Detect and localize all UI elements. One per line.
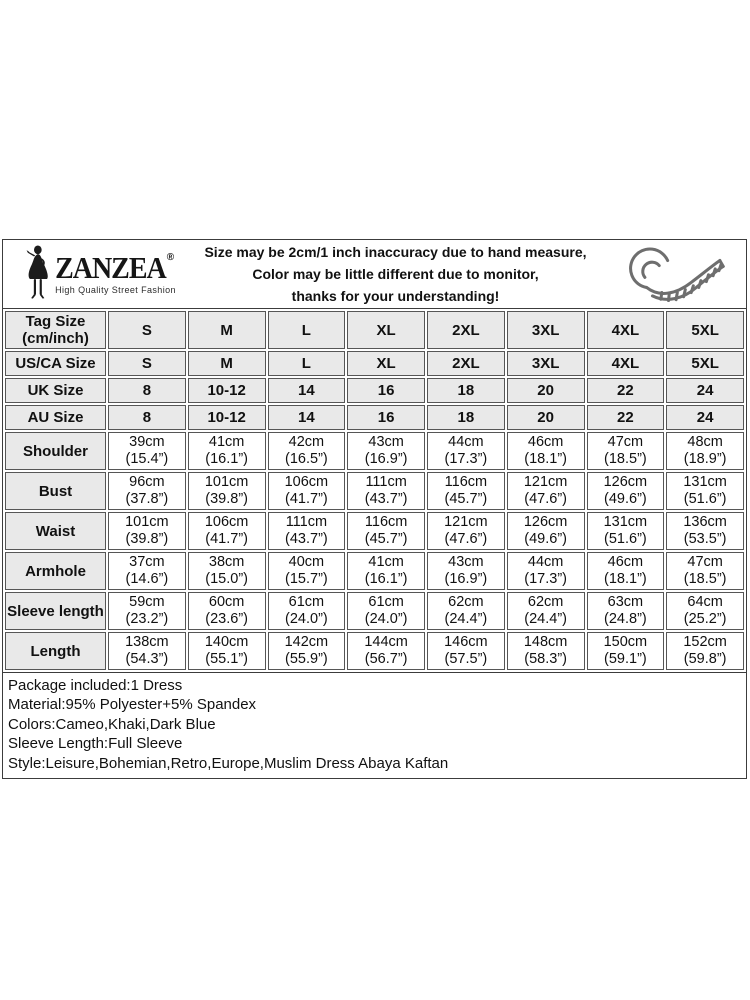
measurement-value-cell bbox=[507, 552, 585, 590]
measurement-value-cell bbox=[108, 512, 186, 550]
value-inch: (18.5”) bbox=[683, 571, 727, 587]
size-value-cell: 2XL bbox=[427, 311, 505, 349]
value-cm: 39cm bbox=[129, 434, 165, 450]
value-cm: 138cm bbox=[125, 634, 169, 650]
measurement-value-cell bbox=[268, 592, 346, 630]
value-inch: (14.6”) bbox=[125, 571, 169, 587]
measurement-value-cell bbox=[507, 432, 585, 470]
size-value-cell: 4XL bbox=[587, 311, 665, 349]
product-info-line: Material:95% Polyester+5% Spandex bbox=[8, 696, 257, 714]
brand-name: ZANZEA bbox=[55, 251, 166, 285]
row-label: Tag Size bbox=[25, 313, 86, 330]
value-cm: 48cm bbox=[687, 434, 723, 450]
measurement-value-cell bbox=[268, 512, 346, 550]
value-inch: (18.5”) bbox=[604, 451, 647, 467]
disclaimer-line: thanks for your understanding! bbox=[291, 288, 500, 304]
measurement-value-cell bbox=[666, 512, 744, 550]
value-inch: (49.6”) bbox=[524, 531, 567, 547]
value-cm: 96cm bbox=[129, 474, 165, 490]
size-row bbox=[5, 378, 744, 403]
value-cm: 59cm bbox=[129, 594, 165, 610]
measurement-value-cell bbox=[188, 512, 266, 550]
size-value-cell: 5XL bbox=[666, 311, 744, 349]
measurement-value-cell bbox=[108, 592, 186, 630]
size-value-cell: 18 bbox=[427, 378, 505, 403]
row-label-cell bbox=[5, 311, 106, 349]
value-inch: (45.7”) bbox=[364, 531, 408, 547]
product-info-line: Package included:1 Dress bbox=[8, 677, 183, 694]
size-value-cell: 20 bbox=[507, 378, 585, 403]
measurement-value-cell bbox=[347, 512, 425, 550]
measurement-value-cell bbox=[587, 472, 665, 510]
value-cm: 43cm bbox=[368, 434, 404, 450]
measurement-row bbox=[5, 472, 744, 510]
header-band bbox=[3, 240, 746, 309]
value-cm: 38cm bbox=[208, 554, 245, 570]
value-inch: (24.4”) bbox=[524, 611, 567, 627]
size-value-cell: M bbox=[188, 311, 266, 349]
value-cm: 140cm bbox=[204, 634, 249, 650]
value-cm: 46cm bbox=[527, 434, 564, 450]
measurement-value-cell bbox=[188, 552, 266, 590]
measurement-value-cell bbox=[666, 552, 744, 590]
value-cm: 46cm bbox=[607, 554, 644, 570]
value-inch: (16.1”) bbox=[364, 571, 408, 587]
row-label-cell: UK Size bbox=[5, 378, 106, 403]
value-inch: (15.0”) bbox=[205, 571, 248, 587]
measurement-value-cell bbox=[188, 472, 266, 510]
product-info-line: Style:Leisure,Bohemian,Retro,Europe,Muslim Dress Abaya Kaftan bbox=[8, 754, 449, 772]
size-value-cell: 10-12 bbox=[188, 378, 266, 403]
measurement-value-cell bbox=[188, 632, 266, 670]
brand-tagline: High Quality Street Fashion bbox=[55, 284, 176, 295]
value-cm: 41cm bbox=[368, 554, 404, 570]
size-row bbox=[5, 405, 744, 430]
size-value-cell: 4XL bbox=[587, 351, 665, 376]
size-value-cell: 14 bbox=[268, 378, 346, 403]
measurement-value-cell bbox=[427, 592, 505, 630]
row-label-cell: Shoulder bbox=[5, 432, 106, 470]
measurement-value-cell bbox=[587, 512, 665, 550]
row-label-cell: Armhole bbox=[5, 552, 106, 590]
size-table-body bbox=[5, 311, 744, 670]
measurement-value-cell bbox=[587, 432, 665, 470]
value-cm: 106cm bbox=[284, 474, 329, 490]
value-cm: 61cm bbox=[368, 594, 404, 610]
value-inch: (55.9”) bbox=[285, 651, 328, 667]
measurement-value-cell bbox=[507, 512, 585, 550]
measurement-value-cell bbox=[108, 472, 186, 510]
value-cm: 62cm bbox=[448, 594, 484, 610]
value-inch: (49.6”) bbox=[604, 491, 647, 507]
value-cm: 111cm bbox=[365, 474, 407, 490]
value-cm: 116cm bbox=[444, 474, 488, 490]
value-inch: (58.3”) bbox=[524, 651, 567, 667]
row-label-cell: Waist bbox=[5, 512, 106, 550]
measurement-value-cell bbox=[268, 632, 346, 670]
value-inch: (41.7”) bbox=[205, 531, 248, 547]
measurement-value-cell bbox=[108, 632, 186, 670]
measurement-value-cell bbox=[666, 432, 744, 470]
measurement-value-cell bbox=[347, 592, 425, 630]
value-cm: 64cm bbox=[687, 594, 723, 610]
value-inch: (15.4”) bbox=[125, 451, 169, 467]
row-label-cell: AU Size bbox=[5, 405, 106, 430]
measurement-value-cell bbox=[507, 632, 585, 670]
value-cm: 152cm bbox=[683, 634, 727, 650]
measurement-value-cell bbox=[427, 552, 505, 590]
value-cm: 142cm bbox=[284, 634, 329, 650]
measurement-value-cell bbox=[108, 432, 186, 470]
disclaimer-line: Color may be little different due to monitor, bbox=[252, 266, 539, 282]
measurement-value-cell bbox=[347, 632, 425, 670]
size-row bbox=[5, 351, 744, 376]
value-cm: 62cm bbox=[527, 594, 564, 610]
size-value-cell: 22 bbox=[587, 405, 665, 430]
value-inch: (39.8”) bbox=[205, 491, 248, 507]
value-cm: 42cm bbox=[288, 434, 325, 450]
size-value-cell: 24 bbox=[666, 378, 744, 403]
value-inch: (24.4”) bbox=[444, 611, 488, 627]
measurement-row bbox=[5, 432, 744, 470]
value-cm: 131cm bbox=[603, 514, 648, 530]
value-inch: (51.6”) bbox=[604, 531, 647, 547]
value-inch: (23.2”) bbox=[125, 611, 169, 627]
value-inch: (47.6”) bbox=[524, 491, 567, 507]
value-inch: (53.5”) bbox=[683, 531, 727, 547]
size-value-cell: XL bbox=[347, 351, 425, 376]
woman-silhouette-icon bbox=[22, 244, 52, 304]
size-value-cell: 20 bbox=[507, 405, 585, 430]
brand-logo bbox=[3, 244, 195, 304]
value-inch: (57.5”) bbox=[444, 651, 488, 667]
size-value-cell: 18 bbox=[427, 405, 505, 430]
measurement-value-cell bbox=[347, 552, 425, 590]
value-inch: (18.9”) bbox=[683, 451, 727, 467]
value-inch: (25.2”) bbox=[683, 611, 727, 627]
brand-text-block bbox=[55, 251, 176, 295]
measurement-value-cell bbox=[427, 632, 505, 670]
value-inch: (51.6”) bbox=[683, 491, 727, 507]
measurement-value-cell bbox=[268, 472, 346, 510]
measurement-value-cell bbox=[188, 592, 266, 630]
value-cm: 37cm bbox=[129, 554, 165, 570]
value-inch: (24.0”) bbox=[285, 611, 328, 627]
measurement-value-cell bbox=[427, 512, 505, 550]
product-info bbox=[3, 672, 746, 778]
measurement-value-cell bbox=[108, 552, 186, 590]
size-value-cell: 16 bbox=[347, 378, 425, 403]
row-label-unit: (cm/inch) bbox=[22, 330, 89, 347]
measurement-value-cell bbox=[427, 432, 505, 470]
value-cm: 41cm bbox=[208, 434, 245, 450]
value-inch: (24.0”) bbox=[364, 611, 408, 627]
value-cm: 116cm bbox=[364, 514, 408, 530]
row-label-cell: Length bbox=[5, 632, 106, 670]
size-table bbox=[3, 309, 746, 672]
value-cm: 61cm bbox=[288, 594, 325, 610]
value-cm: 44cm bbox=[448, 434, 484, 450]
value-inch: (16.5”) bbox=[285, 451, 328, 467]
value-cm: 136cm bbox=[683, 514, 727, 530]
value-cm: 121cm bbox=[444, 514, 488, 530]
value-inch: (17.3”) bbox=[524, 571, 567, 587]
value-cm: 111cm bbox=[285, 514, 328, 530]
value-cm: 43cm bbox=[448, 554, 484, 570]
value-inch: (59.1”) bbox=[604, 651, 647, 667]
row-label-cell: US/CA Size bbox=[5, 351, 106, 376]
size-value-cell: L bbox=[268, 351, 346, 376]
measurement-value-cell bbox=[666, 472, 744, 510]
measurement-value-cell bbox=[347, 472, 425, 510]
measurement-value-cell bbox=[666, 592, 744, 630]
size-value-cell: S bbox=[108, 311, 186, 349]
disclaimer-line: Size may be 2cm/1 inch inaccuracy due to hand measure, bbox=[204, 244, 587, 260]
value-inch: (23.6”) bbox=[205, 611, 248, 627]
value-cm: 126cm bbox=[603, 474, 648, 490]
product-info-line: Colors:Cameo,Khaki,Dark Blue bbox=[8, 715, 216, 733]
size-chart-sheet bbox=[2, 239, 747, 779]
size-value-cell: 3XL bbox=[507, 351, 585, 376]
value-cm: 44cm bbox=[527, 554, 564, 570]
measurement-value-cell bbox=[587, 592, 665, 630]
measurement-value-cell bbox=[587, 632, 665, 670]
value-inch: (43.7”) bbox=[285, 531, 328, 547]
value-cm: 146cm bbox=[444, 634, 488, 650]
product-info-line: Sleeve Length:Full Sleeve bbox=[8, 735, 183, 753]
size-value-cell: 22 bbox=[587, 378, 665, 403]
size-disclaimer bbox=[195, 241, 596, 307]
size-value-cell: 3XL bbox=[507, 311, 585, 349]
measurement-value-cell bbox=[587, 552, 665, 590]
registered-trademark-symbol: ® bbox=[166, 251, 175, 263]
size-value-cell: S bbox=[108, 351, 186, 376]
value-cm: 60cm bbox=[208, 594, 245, 610]
size-value-cell: L bbox=[268, 311, 346, 349]
size-value-cell: XL bbox=[347, 311, 425, 349]
value-inch: (59.8”) bbox=[683, 651, 727, 667]
value-cm: 47cm bbox=[687, 554, 723, 570]
value-inch: (24.8”) bbox=[604, 611, 647, 627]
size-value-cell: 10-12 bbox=[188, 405, 266, 430]
value-inch: (43.7”) bbox=[364, 491, 408, 507]
row-label-cell: Bust bbox=[5, 472, 106, 510]
value-cm: 126cm bbox=[523, 514, 568, 530]
measurement-row bbox=[5, 512, 744, 550]
value-inch: (56.7”) bbox=[364, 651, 408, 667]
value-inch: (54.3”) bbox=[125, 651, 169, 667]
value-inch: (47.6”) bbox=[444, 531, 488, 547]
measurement-value-cell bbox=[666, 632, 744, 670]
value-inch: (17.3”) bbox=[444, 451, 488, 467]
value-inch: (37.8”) bbox=[125, 491, 169, 507]
value-inch: (55.1”) bbox=[205, 651, 248, 667]
value-cm: 131cm bbox=[683, 474, 727, 490]
value-cm: 121cm bbox=[523, 474, 568, 490]
measurement-row bbox=[5, 592, 744, 630]
measurement-value-cell bbox=[268, 432, 346, 470]
size-value-cell: 5XL bbox=[666, 351, 744, 376]
size-value-cell: 14 bbox=[268, 405, 346, 430]
measurement-value-cell bbox=[427, 472, 505, 510]
value-inch: (39.8”) bbox=[125, 531, 169, 547]
value-inch: (18.1”) bbox=[604, 571, 647, 587]
value-inch: (16.9”) bbox=[364, 451, 408, 467]
size-value-cell: 2XL bbox=[427, 351, 505, 376]
size-value-cell: 8 bbox=[108, 405, 186, 430]
value-inch: (18.1”) bbox=[524, 451, 567, 467]
value-cm: 47cm bbox=[607, 434, 644, 450]
value-cm: 101cm bbox=[204, 474, 249, 490]
measurement-value-cell bbox=[507, 472, 585, 510]
measurement-row bbox=[5, 552, 744, 590]
size-value-cell: 16 bbox=[347, 405, 425, 430]
size-value-cell: M bbox=[188, 351, 266, 376]
value-inch: (16.9”) bbox=[444, 571, 488, 587]
measurement-value-cell bbox=[188, 432, 266, 470]
value-cm: 106cm bbox=[204, 514, 249, 530]
measurement-row bbox=[5, 632, 744, 670]
value-cm: 63cm bbox=[607, 594, 644, 610]
value-inch: (45.7”) bbox=[444, 491, 488, 507]
value-cm: 148cm bbox=[523, 634, 568, 650]
value-inch: (41.7”) bbox=[285, 491, 328, 507]
value-cm: 101cm bbox=[125, 514, 169, 530]
value-cm: 144cm bbox=[364, 634, 408, 650]
value-inch: (16.1”) bbox=[205, 451, 248, 467]
measurement-value-cell bbox=[268, 552, 346, 590]
value-cm: 40cm bbox=[288, 554, 325, 570]
size-value-cell: 8 bbox=[108, 378, 186, 403]
measuring-tape-icon bbox=[596, 242, 746, 306]
value-inch: (15.7”) bbox=[285, 571, 328, 587]
size-row bbox=[5, 311, 744, 349]
measurement-value-cell bbox=[347, 432, 425, 470]
measurement-value-cell bbox=[507, 592, 585, 630]
row-label-cell: Sleeve length bbox=[5, 592, 106, 630]
size-value-cell: 24 bbox=[666, 405, 744, 430]
value-cm: 150cm bbox=[603, 634, 648, 650]
